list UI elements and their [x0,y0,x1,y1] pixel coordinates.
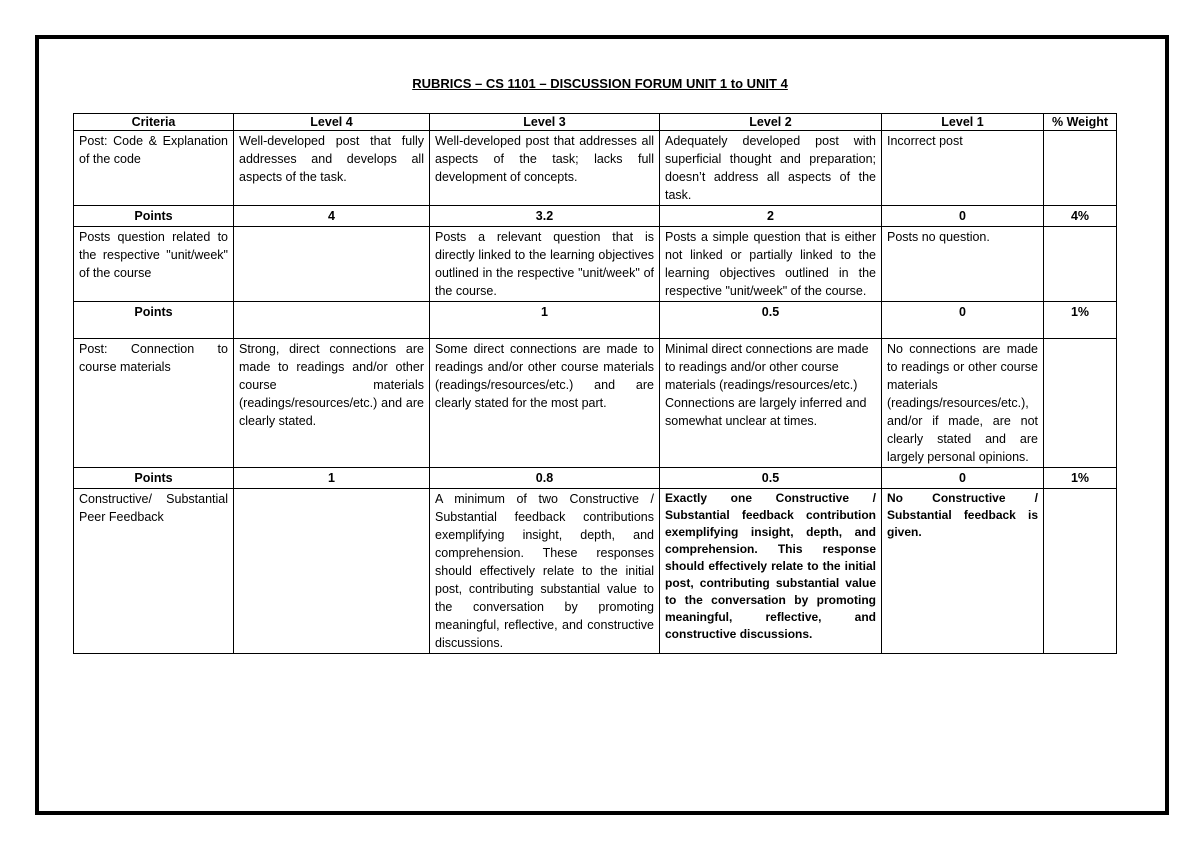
points-level-2: 2 [660,206,882,227]
level-4-cell: Well-developed post that fully addresses and develops all aspects of the task. [234,131,430,206]
criteria-row-question [74,227,1117,302]
header-level-2: Level 2 [660,114,882,131]
points-level-4 [234,302,430,339]
points-level-1: 0 [882,206,1044,227]
header-weight: % Weight [1044,114,1117,131]
points-row-post-code [74,206,1117,227]
criteria-cell: Post: Code & Explanation of the code [74,131,234,206]
header-level-4: Level 4 [234,114,430,131]
points-row-connection [74,468,1117,489]
points-level-2: 0.5 [660,468,882,489]
points-row-question [74,302,1117,339]
points-weight: 4% [1044,206,1117,227]
level-2-cell: Minimal direct connections are made to readings and/or other course materials (readings/resources/etc.) Connections are largely inferred and somewhat unclear at times. [660,339,882,468]
points-level-2: 0.5 [660,302,882,339]
level-3-cell: Posts a relevant question that is directly linked to the learning objectives outlined in the respective "unit/week" of the course. [430,227,660,302]
header-level-1: Level 1 [882,114,1044,131]
header-row [74,114,1117,131]
level-3-cell: A minimum of two Constructive / Substantial feedback contributions exemplifying insight, depth, and comprehension. These responses should effectively relate to the initial post, contributing substantial value to the conversation by promoting meaningful, reflective, and constructive discussions. [430,489,660,654]
criteria-row-connection [74,339,1117,468]
points-label: Points [74,468,234,489]
criteria-row-post-code [74,131,1117,206]
points-level-4: 4 [234,206,430,227]
criteria-cell: Posts question related to the respective "unit/week" of the course [74,227,234,302]
level-1-cell: Incorrect post [882,131,1044,206]
points-label: Points [74,302,234,339]
points-level-4: 1 [234,468,430,489]
document-title: RUBRICS – CS 1101 – DISCUSSION FORUM UNIT 1 to UNIT 4 [412,76,788,91]
level-2-cell: Exactly one Constructive / Substantial feedback contribution exemplifying insight, depth, and comprehension. This response should effectively relate to the initial post, contributing substantial value to the conversation by promoting meaningful, reflective, and constructive discussions. [660,489,882,654]
level-3-cell: Well-developed post that addresses all aspects of the task; lacks full development of concepts. [430,131,660,206]
points-weight: 1% [1044,302,1117,339]
level-4-cell [234,227,430,302]
criteria-cell: Constructive/ Substantial Peer Feedback [74,489,234,654]
points-level-1: 0 [882,468,1044,489]
points-level-3: 0.8 [430,468,660,489]
weight-cell [1044,131,1117,206]
criteria-row-feedback [74,489,1117,654]
level-4-cell: Strong, direct connections are made to readings and/or other course materials (readings/resources/etc.) and are clearly stated. [234,339,430,468]
header-criteria: Criteria [74,114,234,131]
points-level-1: 0 [882,302,1044,339]
level-1-cell: No Constructive / Substantial feedback is given. [882,489,1044,654]
weight-cell [1044,227,1117,302]
rubric-table [73,113,1117,654]
level-2-cell: Posts a simple question that is either not linked or partially linked to the learning objectives outlined in the respective "unit/week" of the course. [660,227,882,302]
weight-cell [1044,489,1117,654]
points-label: Points [74,206,234,227]
weight-cell [1044,339,1117,468]
points-level-3: 1 [430,302,660,339]
points-weight: 1% [1044,468,1117,489]
level-2-cell: Adequately developed post with superficial thought and preparation; doesn’t address all aspects of the task. [660,131,882,206]
header-level-3: Level 3 [430,114,660,131]
level-1-cell: Posts no question. [882,227,1044,302]
level-4-cell [234,489,430,654]
criteria-cell: Post: Connection to course materials [74,339,234,468]
points-level-3: 3.2 [430,206,660,227]
level-3-cell: Some direct connections are made to readings and/or other course materials (readings/resources/etc.) and are clearly stated for the most part. [430,339,660,468]
level-1-cell: No connections are made to readings or other course materials (readings/resources/etc.), and/or if made, are not clearly stated and are largely personal opinions. [882,339,1044,468]
